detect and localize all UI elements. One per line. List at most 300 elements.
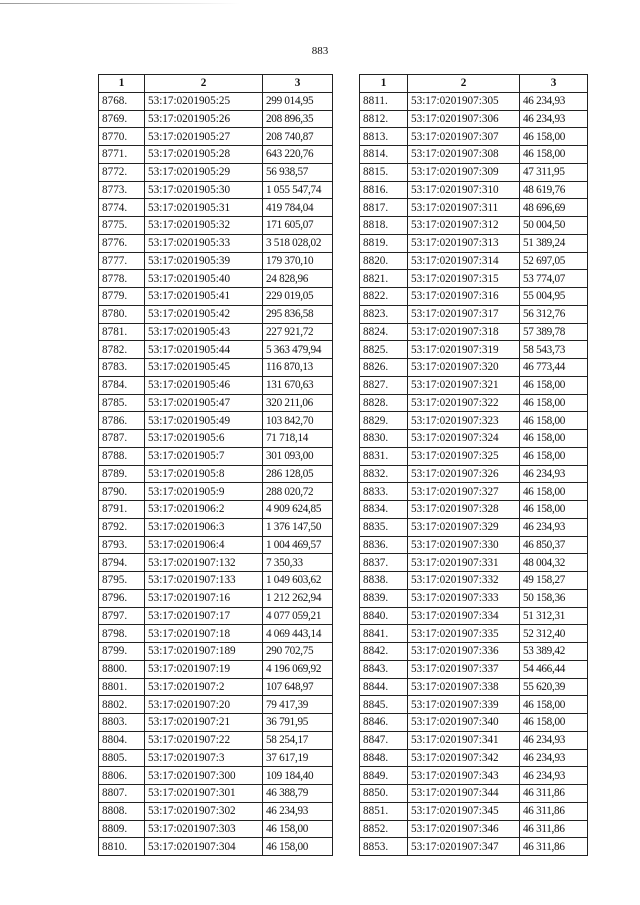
cadastral-number: 53:17:0201905:49 [145, 412, 263, 430]
cadastral-value: 290 702,75 [263, 643, 333, 661]
row-number: 8804. [99, 731, 145, 749]
cadastral-number: 53:17:0201905:40 [145, 270, 263, 288]
table-row [99, 820, 333, 838]
row-number: 8780. [99, 305, 145, 323]
row-number: 8773. [99, 181, 145, 199]
row-number: 8802. [99, 696, 145, 714]
cadastral-value: 56 938,57 [263, 163, 333, 181]
cadastral-number: 53:17:0201907:304 [145, 838, 263, 856]
cadastral-value: 46 158,00 [520, 714, 588, 732]
row-number: 8847. [360, 731, 408, 749]
row-number: 8821. [360, 270, 408, 288]
table-row [360, 554, 588, 572]
row-number: 8815. [360, 163, 408, 181]
cadastral-value: 107 648,97 [263, 678, 333, 696]
table-row [99, 234, 333, 252]
table-row [360, 252, 588, 270]
cadastral-number: 53:17:0201907:308 [408, 146, 520, 164]
cadastral-value: 179 370,10 [263, 252, 333, 270]
cadastral-number: 53:17:0201907:320 [408, 359, 520, 377]
table-row [99, 199, 333, 217]
cadastral-value: 71 718,14 [263, 430, 333, 448]
table-row [360, 518, 588, 536]
cadastral-value: 24 828,96 [263, 270, 333, 288]
table-row [99, 217, 333, 235]
row-number: 8843. [360, 660, 408, 678]
cadastral-value: 3 518 028,02 [263, 234, 333, 252]
table-row [360, 536, 588, 554]
table-row [360, 359, 588, 377]
cadastral-number: 53:17:0201907:321 [408, 376, 520, 394]
row-number: 8829. [360, 412, 408, 430]
cadastral-value: 53 389,42 [520, 643, 588, 661]
cadastral-value: 47 311,95 [520, 163, 588, 181]
table-row [360, 394, 588, 412]
row-number: 8774. [99, 199, 145, 217]
row-number: 8782. [99, 341, 145, 359]
cadastral-value: 52 312,40 [520, 625, 588, 643]
row-number: 8788. [99, 447, 145, 465]
header-col-number: 1 [99, 75, 145, 93]
cadastral-number: 53:17:0201907:325 [408, 447, 520, 465]
cadastral-number: 53:17:0201907:336 [408, 643, 520, 661]
table-row [360, 234, 588, 252]
row-number: 8814. [360, 146, 408, 164]
cadastral-value: 46 158,00 [520, 447, 588, 465]
table-row [99, 572, 333, 590]
row-number: 8818. [360, 217, 408, 235]
table-row [360, 714, 588, 732]
cadastral-value: 46 158,00 [263, 820, 333, 838]
table-row [99, 341, 333, 359]
cadastral-value: 227 921,72 [263, 323, 333, 341]
cadastral-value: 51 389,24 [520, 234, 588, 252]
cadastral-number: 53:17:0201905:30 [145, 181, 263, 199]
cadastral-number: 53:17:0201907:338 [408, 678, 520, 696]
row-number: 8830. [360, 430, 408, 448]
cadastral-value: 46 234,93 [263, 802, 333, 820]
cadastral-value: 229 019,05 [263, 288, 333, 306]
row-number: 8825. [360, 341, 408, 359]
cadastral-number: 53:17:0201907:314 [408, 252, 520, 270]
cadastral-value: 46 850,37 [520, 536, 588, 554]
cadastral-number: 53:17:0201907:317 [408, 305, 520, 323]
cadastral-value: 51 312,31 [520, 607, 588, 625]
cadastral-number: 53:17:0201905:31 [145, 199, 263, 217]
table-row [360, 660, 588, 678]
cadastral-number: 53:17:0201905:25 [145, 92, 263, 110]
cadastral-number: 53:17:0201905:44 [145, 341, 263, 359]
cadastral-number: 53:17:0201905:26 [145, 110, 263, 128]
table-row [99, 447, 333, 465]
cadastral-number: 53:17:0201907:316 [408, 288, 520, 306]
table-row [360, 465, 588, 483]
cadastral-number: 53:17:0201907:315 [408, 270, 520, 288]
cadastral-number: 53:17:0201907:303 [145, 820, 263, 838]
row-number: 8848. [360, 749, 408, 767]
table-row [360, 678, 588, 696]
table-row [360, 572, 588, 590]
table-row [99, 412, 333, 430]
row-number: 8786. [99, 412, 145, 430]
cadastral-number: 53:17:0201907:326 [408, 465, 520, 483]
table-row [99, 589, 333, 607]
cadastral-number: 53:17:0201907:302 [145, 802, 263, 820]
cadastral-number: 53:17:0201907:312 [408, 217, 520, 235]
cadastral-value: 46 158,00 [520, 483, 588, 501]
row-number: 8822. [360, 288, 408, 306]
table-row [360, 838, 588, 856]
cadastral-number: 53:17:0201907:328 [408, 501, 520, 519]
row-number: 8831. [360, 447, 408, 465]
row-number: 8769. [99, 110, 145, 128]
cadastral-value: 46 158,00 [263, 838, 333, 856]
cadastral-value: 37 617,19 [263, 749, 333, 767]
table-row [99, 270, 333, 288]
table-row [99, 305, 333, 323]
cadastral-number: 53:17:0201907:322 [408, 394, 520, 412]
row-number: 8783. [99, 359, 145, 377]
cadastral-number: 53:17:0201905:41 [145, 288, 263, 306]
table-row [99, 376, 333, 394]
cadastral-value: 1 049 603,62 [263, 572, 333, 590]
table-row [99, 785, 333, 803]
cadastral-number: 53:17:0201906:2 [145, 501, 263, 519]
row-number: 8801. [99, 678, 145, 696]
cadastral-number: 53:17:0201907:19 [145, 660, 263, 678]
cadastral-value: 56 312,76 [520, 305, 588, 323]
cadastral-value: 46 234,93 [520, 518, 588, 536]
cadastral-number: 53:17:0201907:305 [408, 92, 520, 110]
cadastral-number: 53:17:0201907:343 [408, 767, 520, 785]
cadastral-value: 1 004 469,57 [263, 536, 333, 554]
row-number: 8852. [360, 820, 408, 838]
header-col-value: 3 [263, 75, 333, 93]
cadastral-value: 208 896,35 [263, 110, 333, 128]
table-row [99, 714, 333, 732]
cadastral-value: 46 158,00 [520, 146, 588, 164]
row-number: 8791. [99, 501, 145, 519]
row-number: 8795. [99, 572, 145, 590]
cadastral-number: 53:17:0201907:341 [408, 731, 520, 749]
table-row [99, 359, 333, 377]
header-col-cadastral: 2 [145, 75, 263, 93]
cadastral-number: 53:17:0201907:133 [145, 572, 263, 590]
cadastral-value: 79 417,39 [263, 696, 333, 714]
register-table-right [359, 74, 588, 856]
row-number: 8827. [360, 376, 408, 394]
table-row [360, 820, 588, 838]
row-number: 8796. [99, 589, 145, 607]
cadastral-value: 46 158,00 [520, 696, 588, 714]
cadastral-value: 46 158,00 [520, 412, 588, 430]
cadastral-value: 46 234,93 [520, 767, 588, 785]
header-col-value: 3 [520, 75, 588, 93]
table-row [99, 767, 333, 785]
row-number: 8816. [360, 181, 408, 199]
table-row [360, 430, 588, 448]
row-number: 8775. [99, 217, 145, 235]
table-row [99, 607, 333, 625]
table-row [360, 288, 588, 306]
header-col-number: 1 [360, 75, 408, 93]
table-row [360, 92, 588, 110]
page-number: 883 [311, 45, 329, 57]
table-row [99, 181, 333, 199]
cadastral-value: 53 774,07 [520, 270, 588, 288]
row-number: 8777. [99, 252, 145, 270]
register-table-left [98, 74, 333, 856]
cadastral-number: 53:17:0201907:318 [408, 323, 520, 341]
table-row [99, 660, 333, 678]
row-number: 8836. [360, 536, 408, 554]
row-number: 8838. [360, 572, 408, 590]
table-row [360, 181, 588, 199]
row-number: 8787. [99, 430, 145, 448]
cadastral-number: 53:17:0201905:46 [145, 376, 263, 394]
cadastral-number: 53:17:0201905:27 [145, 128, 263, 146]
table-row [360, 376, 588, 394]
row-number: 8771. [99, 146, 145, 164]
row-number: 8851. [360, 802, 408, 820]
row-number: 8810. [99, 838, 145, 856]
cadastral-number: 53:17:0201907:3 [145, 749, 263, 767]
cadastral-value: 52 697,05 [520, 252, 588, 270]
row-number: 8844. [360, 678, 408, 696]
table-row [360, 625, 588, 643]
row-number: 8808. [99, 802, 145, 820]
row-number: 8834. [360, 501, 408, 519]
cadastral-number: 53:17:0201905:9 [145, 483, 263, 501]
table-row [99, 465, 333, 483]
cadastral-value: 46 158,00 [520, 430, 588, 448]
cadastral-value: 58 543,73 [520, 341, 588, 359]
cadastral-number: 53:17:0201907:20 [145, 696, 263, 714]
cadastral-number: 53:17:0201905:47 [145, 394, 263, 412]
cadastral-value: 48 696,69 [520, 199, 588, 217]
row-number: 8772. [99, 163, 145, 181]
cadastral-value: 57 389,78 [520, 323, 588, 341]
table-row [360, 199, 588, 217]
cadastral-value: 50 158,36 [520, 589, 588, 607]
cadastral-number: 53:17:0201905:28 [145, 146, 263, 164]
header-row [360, 75, 588, 93]
cadastral-value: 4 909 624,85 [263, 501, 333, 519]
cadastral-value: 4 196 069,92 [263, 660, 333, 678]
cadastral-value: 299 014,95 [263, 92, 333, 110]
row-number: 8846. [360, 714, 408, 732]
cadastral-number: 53:17:0201907:342 [408, 749, 520, 767]
table-row [360, 643, 588, 661]
row-number: 8807. [99, 785, 145, 803]
table-row [99, 163, 333, 181]
cadastral-value: 288 020,72 [263, 483, 333, 501]
cadastral-number: 53:17:0201907:327 [408, 483, 520, 501]
table-row [360, 607, 588, 625]
cadastral-value: 48 619,76 [520, 181, 588, 199]
table-row [360, 146, 588, 164]
table-row [360, 696, 588, 714]
cadastral-number: 53:17:0201907:346 [408, 820, 520, 838]
cadastral-value: 46 234,93 [520, 110, 588, 128]
cadastral-value: 50 004,50 [520, 217, 588, 235]
table-row [99, 92, 333, 110]
cadastral-value: 46 158,00 [520, 376, 588, 394]
row-number: 8799. [99, 643, 145, 661]
cadastral-number: 53:17:0201907:333 [408, 589, 520, 607]
table-row [360, 163, 588, 181]
table-row [99, 394, 333, 412]
cadastral-number: 53:17:0201907:18 [145, 625, 263, 643]
cadastral-value: 46 388,79 [263, 785, 333, 803]
cadastral-number: 53:17:0201907:331 [408, 554, 520, 572]
cadastral-number: 53:17:0201907:337 [408, 660, 520, 678]
cadastral-number: 53:17:0201907:17 [145, 607, 263, 625]
cadastral-value: 55 004,95 [520, 288, 588, 306]
row-number: 8837. [360, 554, 408, 572]
table-row [99, 802, 333, 820]
cadastral-number: 53:17:0201907:309 [408, 163, 520, 181]
header-row [99, 75, 333, 93]
cadastral-value: 131 670,63 [263, 376, 333, 394]
table-row [99, 554, 333, 572]
row-number: 8776. [99, 234, 145, 252]
row-number: 8820. [360, 252, 408, 270]
row-number: 8785. [99, 394, 145, 412]
cadastral-number: 53:17:0201906:3 [145, 518, 263, 536]
table-row [99, 518, 333, 536]
table-row [360, 412, 588, 430]
cadastral-value: 301 093,00 [263, 447, 333, 465]
cadastral-value: 46 158,00 [520, 394, 588, 412]
table-row [360, 305, 588, 323]
row-number: 8840. [360, 607, 408, 625]
cadastral-value: 46 158,00 [520, 501, 588, 519]
row-number: 8778. [99, 270, 145, 288]
cadastral-number: 53:17:0201907:132 [145, 554, 263, 572]
cadastral-value: 49 158,27 [520, 572, 588, 590]
cadastral-value: 46 311,86 [520, 802, 588, 820]
cadastral-value: 58 254,17 [263, 731, 333, 749]
row-number: 8790. [99, 483, 145, 501]
cadastral-number: 53:17:0201907:323 [408, 412, 520, 430]
header-col-cadastral: 2 [408, 75, 520, 93]
cadastral-number: 53:17:0201907:335 [408, 625, 520, 643]
cadastral-value: 55 620,39 [520, 678, 588, 696]
cadastral-number: 53:17:0201905:43 [145, 323, 263, 341]
cadastral-number: 53:17:0201907:329 [408, 518, 520, 536]
cadastral-number: 53:17:0201905:33 [145, 234, 263, 252]
cadastral-value: 48 004,32 [520, 554, 588, 572]
cadastral-number: 53:17:0201907:21 [145, 714, 263, 732]
cadastral-number: 53:17:0201907:313 [408, 234, 520, 252]
cadastral-value: 5 363 479,94 [263, 341, 333, 359]
row-number: 8835. [360, 518, 408, 536]
row-number: 8768. [99, 92, 145, 110]
table-row [360, 270, 588, 288]
cadastral-number: 53:17:0201907:332 [408, 572, 520, 590]
cadastral-number: 53:17:0201907:306 [408, 110, 520, 128]
table-row [360, 589, 588, 607]
row-number: 8842. [360, 643, 408, 661]
row-number: 8819. [360, 234, 408, 252]
cadastral-value: 36 791,95 [263, 714, 333, 732]
cadastral-number: 53:17:0201907:311 [408, 199, 520, 217]
row-number: 8792. [99, 518, 145, 536]
table-row [360, 323, 588, 341]
cadastral-number: 53:17:0201907:307 [408, 128, 520, 146]
table-row [99, 323, 333, 341]
cadastral-number: 53:17:0201907:22 [145, 731, 263, 749]
row-number: 8849. [360, 767, 408, 785]
table-row [99, 483, 333, 501]
table-row [99, 110, 333, 128]
cadastral-number: 53:17:0201905:42 [145, 305, 263, 323]
row-number: 8809. [99, 820, 145, 838]
table-row [99, 749, 333, 767]
table-row [99, 678, 333, 696]
cadastral-value: 4 069 443,14 [263, 625, 333, 643]
cadastral-number: 53:17:0201907:319 [408, 341, 520, 359]
row-number: 8828. [360, 394, 408, 412]
table-row [99, 536, 333, 554]
scan-edge-line [0, 3, 240, 4]
row-number: 8824. [360, 323, 408, 341]
row-number: 8789. [99, 465, 145, 483]
row-number: 8811. [360, 92, 408, 110]
table-row [99, 838, 333, 856]
cadastral-number: 53:17:0201907:301 [145, 785, 263, 803]
row-number: 8784. [99, 376, 145, 394]
row-number: 8805. [99, 749, 145, 767]
row-number: 8823. [360, 305, 408, 323]
table-row [360, 501, 588, 519]
cadastral-value: 1 212 262,94 [263, 589, 333, 607]
cadastral-number: 53:17:0201905:39 [145, 252, 263, 270]
row-number: 8798. [99, 625, 145, 643]
table-row [99, 696, 333, 714]
row-number: 8839. [360, 589, 408, 607]
row-number: 8845. [360, 696, 408, 714]
cadastral-value: 286 128,05 [263, 465, 333, 483]
cadastral-value: 46 234,93 [520, 731, 588, 749]
row-number: 8813. [360, 128, 408, 146]
cadastral-value: 46 234,93 [520, 465, 588, 483]
cadastral-number: 53:17:0201905:8 [145, 465, 263, 483]
cadastral-number: 53:17:0201907:189 [145, 643, 263, 661]
cadastral-value: 109 184,40 [263, 767, 333, 785]
cadastral-number: 53:17:0201907:345 [408, 802, 520, 820]
cadastral-number: 53:17:0201907:339 [408, 696, 520, 714]
row-number: 8779. [99, 288, 145, 306]
cadastral-number: 53:17:0201907:324 [408, 430, 520, 448]
cadastral-value: 419 784,04 [263, 199, 333, 217]
table-row [360, 341, 588, 359]
row-number: 8832. [360, 465, 408, 483]
cadastral-value: 171 605,07 [263, 217, 333, 235]
cadastral-number: 53:17:0201905:29 [145, 163, 263, 181]
cadastral-value: 46 234,93 [520, 749, 588, 767]
row-number: 8841. [360, 625, 408, 643]
table-row [360, 785, 588, 803]
row-number: 8833. [360, 483, 408, 501]
cadastral-value: 103 842,70 [263, 412, 333, 430]
table-row [360, 749, 588, 767]
row-number: 8793. [99, 536, 145, 554]
cadastral-value: 1 055 547,74 [263, 181, 333, 199]
cadastral-number: 53:17:0201905:6 [145, 430, 263, 448]
cadastral-number: 53:17:0201907:16 [145, 589, 263, 607]
